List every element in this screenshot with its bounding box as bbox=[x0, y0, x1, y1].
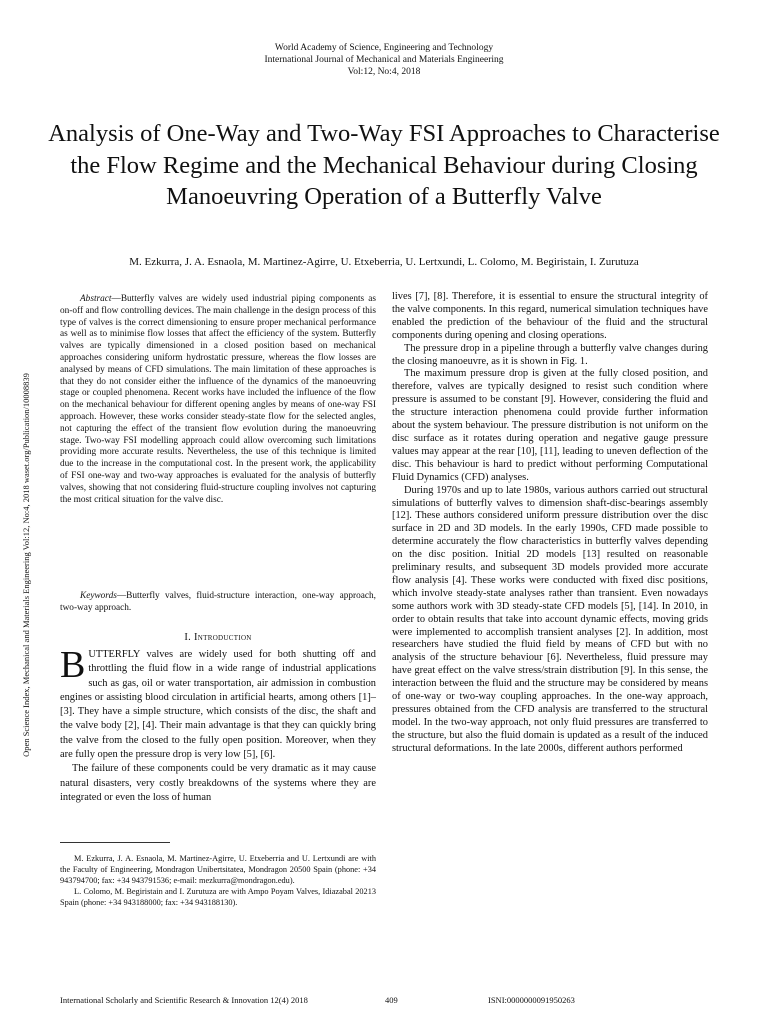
abstract-text: —Butterfly valves are widely used industrial piping components as on-off and flow controlling devices. The main challenge in the design process of this type of valves is the correct dimensioning to ensure proper mechanical performance as well as to minimise flow losses that affect the efficiency of the system. Butterfly valves are typically dimensioned in a closed position based on mechanical approaches considering uniform hydrostatic pressure, whereas the flow losses are analysed by means of CFD simulations. The main limitation of these approaches is that they do not consider either the influence of the dynamics of the manoeuvring stage or coupled phenomena. Recent works have included the influence of the flow on the mechanical behaviour for different opening angles by means of one-way FSI approach. However, these works consider steady-state flow for the selected angles, not capturing the effect of the transient flow evolution during the manoeuvring stage. Two-way FSI modelling approach could allow overcoming such limitations providing more accurate results. Nevertheless, the use of this technique is limited due to the increase in the computational cost. In the present work, the applicability of FSI one-way and two-way approaches is evaluated for the analysis of butterfly valves, showing that not considering fluid-structure coupling involves not capturing the most critical situation for the valve disc. bbox=[60, 294, 376, 505]
keywords-text: —Butterfly valves, fluid-structure interaction, one-way approach, two-way approach. bbox=[60, 591, 376, 613]
right-paragraph-3: During 1970s and up to late 1980s, various authors carried out structural simulations of butterfly valves to dimension shaft-disc-bearings assembly [12]. These authors considered uniform pressure distribution over the disc surface in 2D and 3D models. In the early 1990s, CFD made possible to determine accurately the flow characteristics in butterfly valves depending on the disc position. Initial 2D models [13] resulted on reasonable preliminary results, and subsequent 3D models provided more accurate flow analysis [4]. These works were conducted with fixed disc positions, which involve steady-state analyses rather than transient. Even nowadays some authors work with 3D steady-state CFD models [5], [14]. In 2010, in order to obtain results that take into account dynamic effects, moving grids were implemented to accomplish transient analyses [2]. In addition, most researchers have studied the fluid field by means of CFD but with no analysis of the structure behaviour [6]. Nevertheless, fluid pressure may have great effect on the valve stress/strain distribution [9]. In this sense, the interaction between the fluid and the structure may be considered by means of one-way or two-way coupling approaches. In the one-way approach, pressures obtained from the CFD analysis are transferred to the structural model. In the two-way approach, not only fluid pressures are transferred to the structure, but also the fluid domain is updated as a result of the induced structural deformations. In the late 2000s, different authors performed bbox=[392, 484, 708, 754]
journal-name-line: International Journal of Mechanical and Materials Engineering bbox=[264, 55, 504, 65]
volume-line: Vol:12, No:4, 2018 bbox=[347, 67, 421, 77]
right-paragraph-2: The maximum pressure drop is given at the fully closed position, and therefore, valves are typically designed to resist such condition where pressure is assumed to be constant [9]. However, considering the fluid and the structure interaction phenomena could provide further information about the system behaviour. The pressure distribution is not uniform on the disc surface as it rotates during operation and negative gauge pressure values may appear at the rear [10], [11], leading to uneven deflection of the disc. This behaviour is hard to predict without performing Computational Fluid Dynamics (CFD) analyses. bbox=[392, 368, 708, 483]
section-title: Introduction bbox=[194, 632, 252, 643]
side-index-text: Open Science Index, Mechanical and Materials Engineering Vol:12, No:4, 2018 waset.org/Publication/10008839 bbox=[21, 373, 31, 757]
page-number: 409 bbox=[385, 995, 398, 1005]
abstract bbox=[60, 294, 376, 506]
intro-paragraph-1-text: UTTERFLY valves are widely used for both shutting off and throttling the fluid flow in a wide range of industrial applications such as gas, oil or water transportation, air admission in combustion engines or assisting blood circulation in artificial hearts, among others [1]–[3]. They have a simple structure, which consists of the disc, the shaft and the valve body [2], [4]. Their main advantage is that they can quickly bring the valve from the closed to the fully open position. Moreover, when they are fully open the pressure drop is very low [5], [6]. bbox=[60, 649, 376, 761]
right-paragraph-0: lives [7], [8]. Therefore, it is essential to ensure the structural integrity of the valve components. In this regard, numerical simulation techniques have enabled the prediction of the behaviour of the fluid and the structural components during opening and closing operations. bbox=[392, 291, 708, 341]
introduction-body bbox=[60, 644, 376, 805]
intro-paragraph-2: The failure of these components could be very dramatic as it may cause natural disasters, very costly breakdowns of the systems where they are integrated or even the loss of human bbox=[60, 763, 376, 803]
drop-cap: B bbox=[60, 644, 86, 686]
footnote-1: M. Ezkurra, J. A. Esnaola, M. Martinez-Agirre, U. Etxeberria and U. Lertxundi are with the Faculty of Engineering, Mondragon Unibertsitatea, Mondragon 20500 Spain (phone: +34 943794700; fax: +34 943791536; e-mail: mezkurra@mondragon.edu). bbox=[60, 854, 376, 885]
author-footnotes bbox=[60, 853, 376, 908]
keywords-label: Keywords bbox=[80, 591, 117, 601]
abstract-label: Abstract bbox=[80, 294, 112, 304]
paper-title: Analysis of One-Way and Two-Way FSI Approaches to Characterise the Flow Regime and the Mechanical Behaviour during Closing Manoeuvring Operation of a Butterfly Valve bbox=[48, 120, 720, 210]
author-list: M. Ezkurra, J. A. Esnaola, M. Martinez-Agirre, U. Etxeberria, U. Lertxundi, L. Colomo, M. Begiristain, I. Zurutuza bbox=[129, 256, 639, 268]
right-paragraph-1: The pressure drop in a pipeline through a butterfly valve changes during the closing manoeuvre, as it is shown in Fig. 1. bbox=[392, 342, 708, 367]
footer-journal-info: International Scholarly and Scientific Research & Innovation 12(4) 2018 bbox=[60, 995, 308, 1005]
intro-paragraph-1 bbox=[60, 644, 376, 762]
footnote-2: L. Colomo, M. Begiristain and I. Zurutuza are with Ampo Poyam Valves, Idiazabal 20213 Spain (phone: +34 943188000; fax: +34 943188130). bbox=[60, 887, 376, 907]
right-column-body bbox=[392, 291, 708, 756]
footnote-divider bbox=[60, 842, 170, 843]
publisher-line: World Academy of Science, Engineering and Technology bbox=[274, 43, 494, 53]
footer-isni: ISNI:0000000091950263 bbox=[488, 995, 575, 1005]
section-heading-introduction bbox=[60, 631, 376, 645]
journal-header bbox=[0, 42, 768, 78]
section-number: I. bbox=[184, 632, 192, 643]
keywords bbox=[60, 591, 376, 615]
